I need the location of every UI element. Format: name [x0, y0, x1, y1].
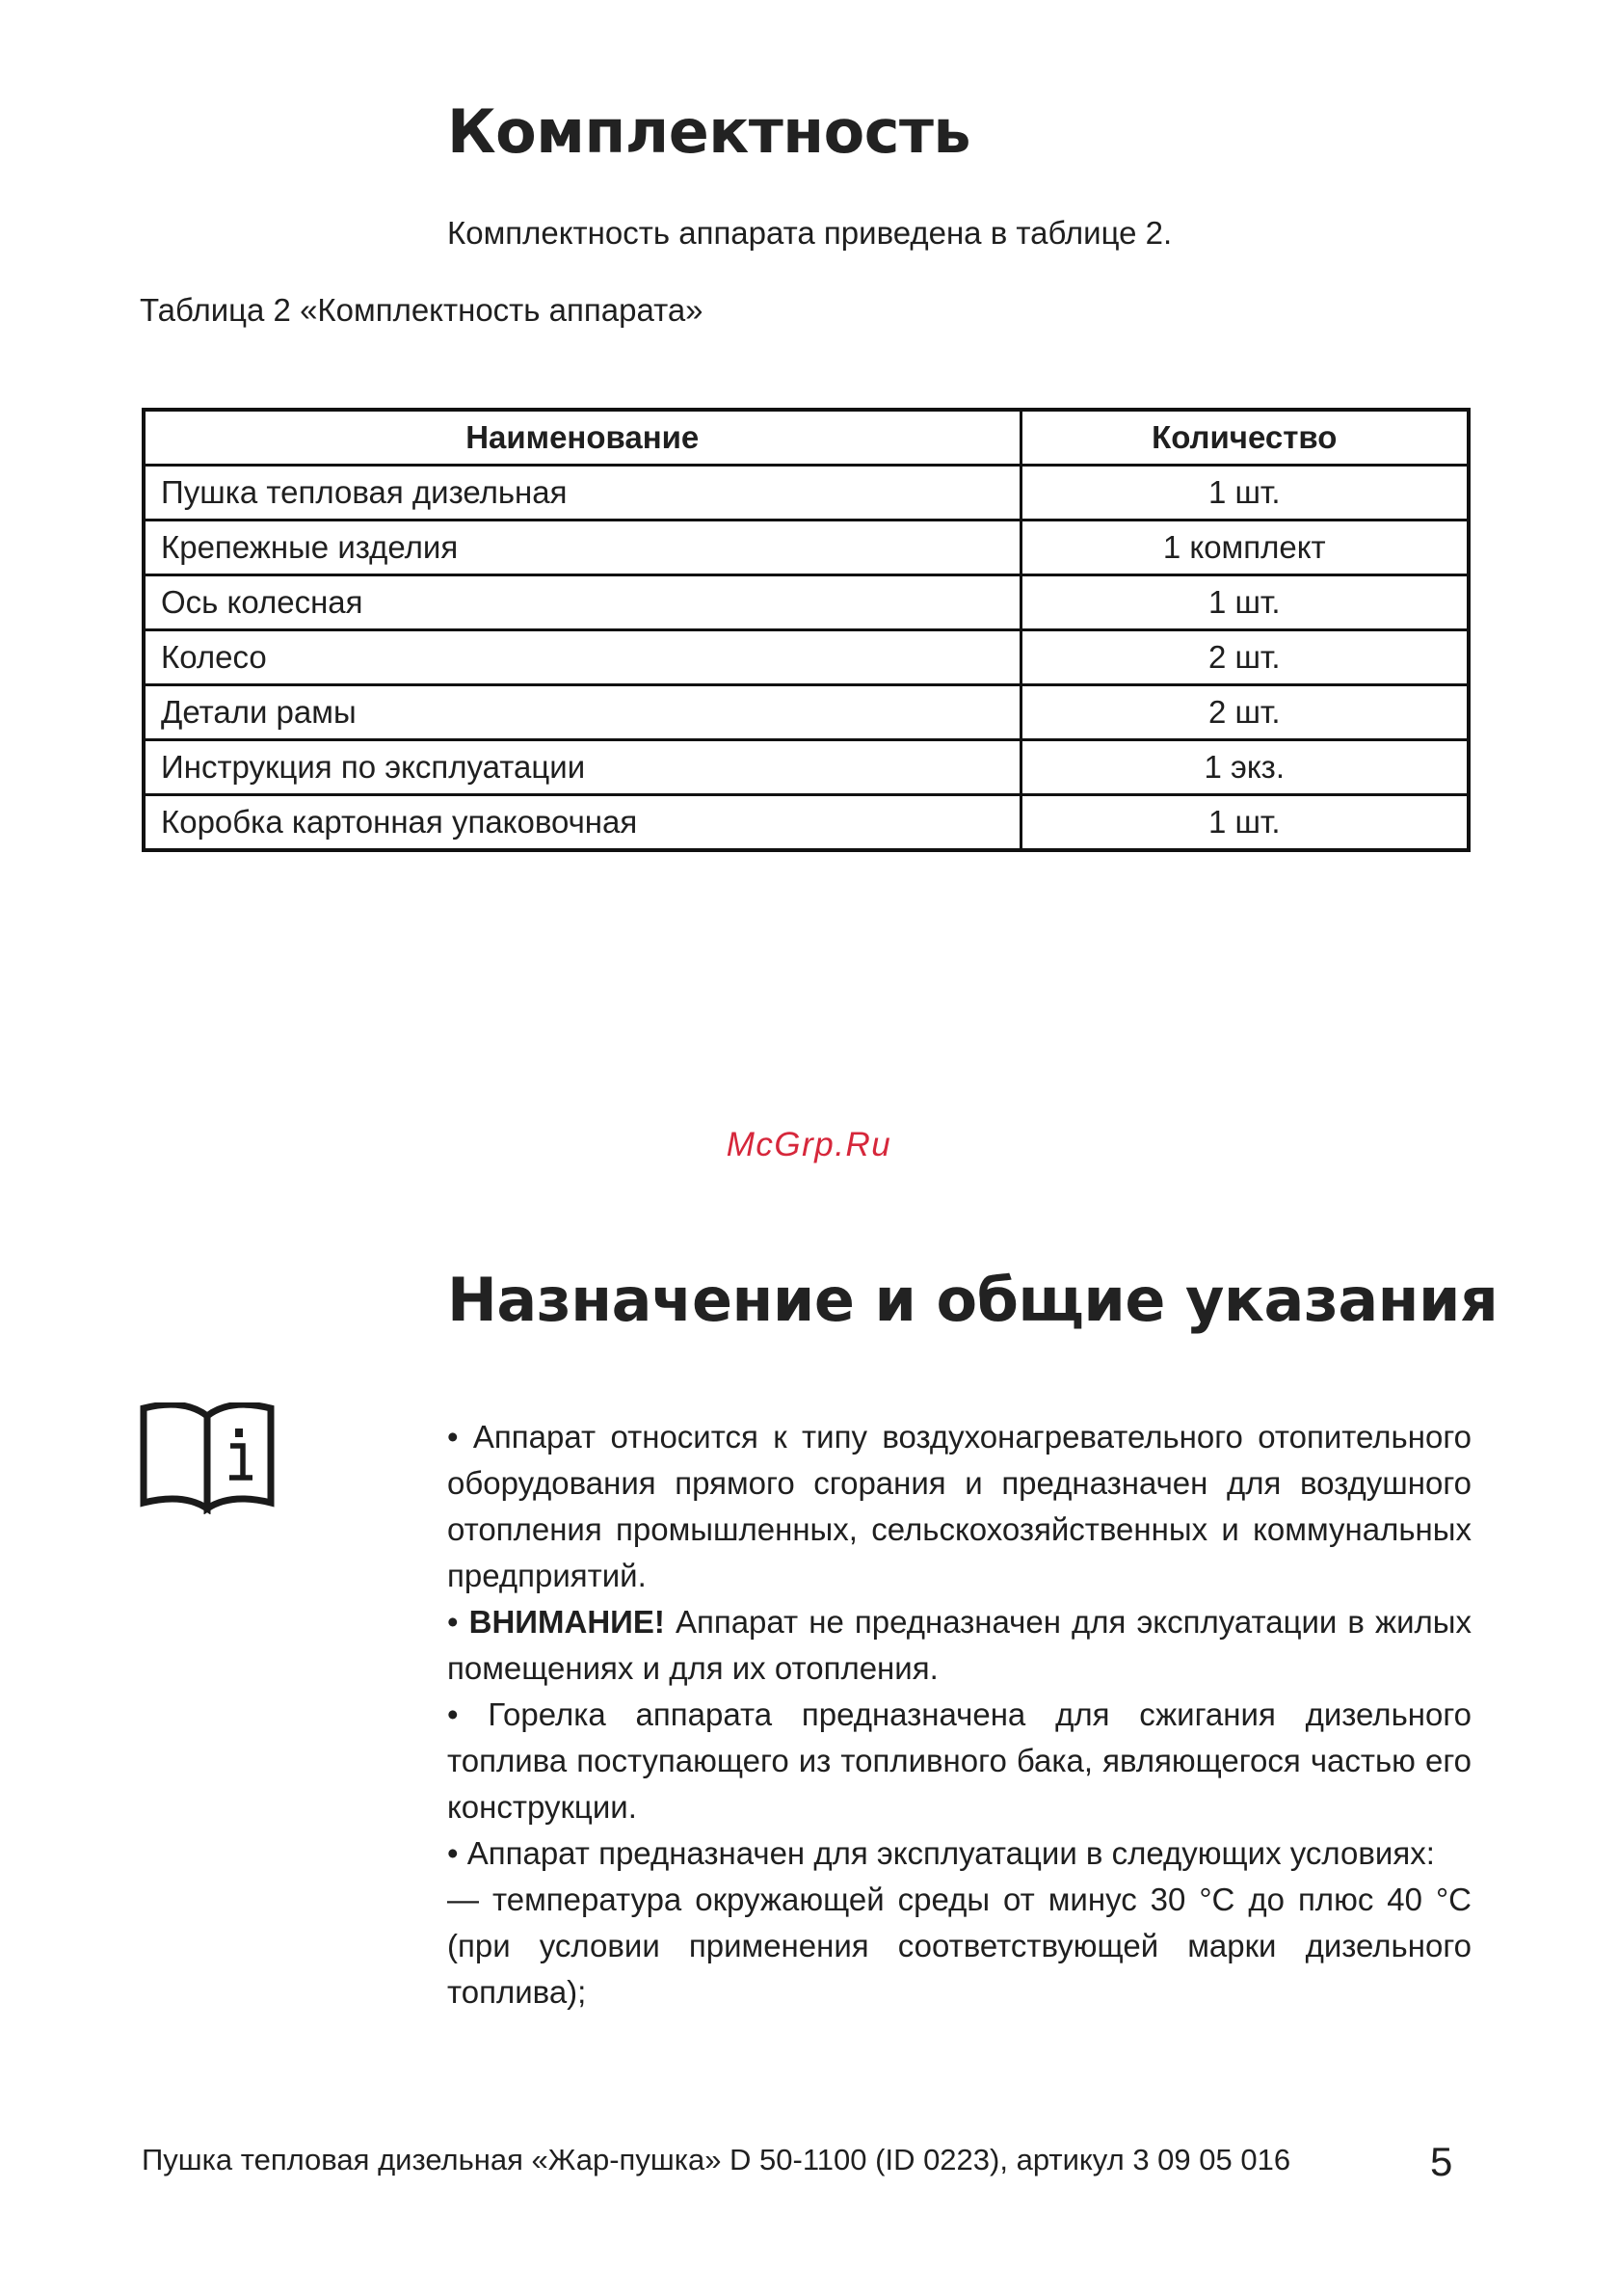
item-name: Крепежные изделия	[144, 521, 1021, 575]
completeness-intro: Комплектность аппарата приведена в таблице 2.	[447, 215, 1173, 251]
header-quantity: Количество	[1021, 410, 1469, 466]
table-row	[144, 521, 1469, 575]
section-title-completeness: Комплектность	[447, 96, 971, 167]
section-title-purpose: Назначение и общие указания	[447, 1265, 1499, 1335]
header-name: Наименование	[144, 410, 1021, 466]
item-quantity: 1 шт.	[1021, 575, 1469, 630]
item-name: Коробка картонная упаковочная	[144, 795, 1021, 851]
warning-bullet: •	[447, 1604, 469, 1640]
item-quantity: 1 экз.	[1021, 740, 1469, 795]
table-row	[144, 795, 1469, 851]
paragraph-type: • Аппарат относится к типу воздухонагревательного отопительного оборудования прямого сгорания и предназначен для воздушного отопления промышленных, сельскохозяйственных и коммунальных предприятий.	[447, 1419, 1472, 1593]
completeness-table	[142, 408, 1471, 852]
item-quantity: 1 шт.	[1021, 795, 1469, 851]
item-name: Пушка тепловая дизельная	[144, 466, 1021, 521]
paragraph-warning	[447, 1599, 1472, 1692]
watermark-link[interactable]: McGrp.Ru	[726, 1126, 892, 1163]
item-name: Колесо	[144, 630, 1021, 685]
warning-text: Аппарат не предназначен для эксплуатации в жилых помещениях и для их отопления.	[447, 1604, 1472, 1686]
table-header-row	[144, 410, 1469, 466]
paragraph-temperature: — температура окружающей среды от минус 30 °C до плюс 40 °C (при условии применения соответствующей марки дизельного топлива);	[447, 1882, 1472, 2010]
item-quantity: 1 шт.	[1021, 466, 1469, 521]
item-quantity: 2 шт.	[1021, 685, 1469, 740]
item-quantity: 2 шт.	[1021, 630, 1469, 685]
footer-text: Пушка тепловая дизельная «Жар-пушка» D 50-1100 (ID 0223), артикул 3 09 05 016	[142, 2143, 1291, 2176]
table-row	[144, 685, 1469, 740]
purpose-body	[447, 1414, 1472, 2016]
book-info-icon	[140, 1402, 275, 1514]
table-row	[144, 630, 1469, 685]
item-name: Инструкция по эксплуатации	[144, 740, 1021, 795]
table-row	[144, 466, 1469, 521]
paragraph-burner: • Горелка аппарата предназначена для сжигания дизельного топлива поступающего из топливного бака, являющегося частью его конструкции.	[447, 1696, 1472, 1825]
page-number: 5	[1430, 2139, 1453, 2184]
table-row	[144, 740, 1469, 795]
item-name: Ось колесная	[144, 575, 1021, 630]
table-caption: Таблица 2 «Комплектность аппарата»	[140, 292, 703, 328]
warning-label: ВНИМАНИЕ!	[468, 1604, 665, 1640]
item-quantity: 1 комплект	[1021, 521, 1469, 575]
table-row	[144, 575, 1469, 630]
item-name: Детали рамы	[144, 685, 1021, 740]
paragraph-conditions: • Аппарат предназначен для эксплуатации в следующих условиях:	[447, 1835, 1435, 1871]
